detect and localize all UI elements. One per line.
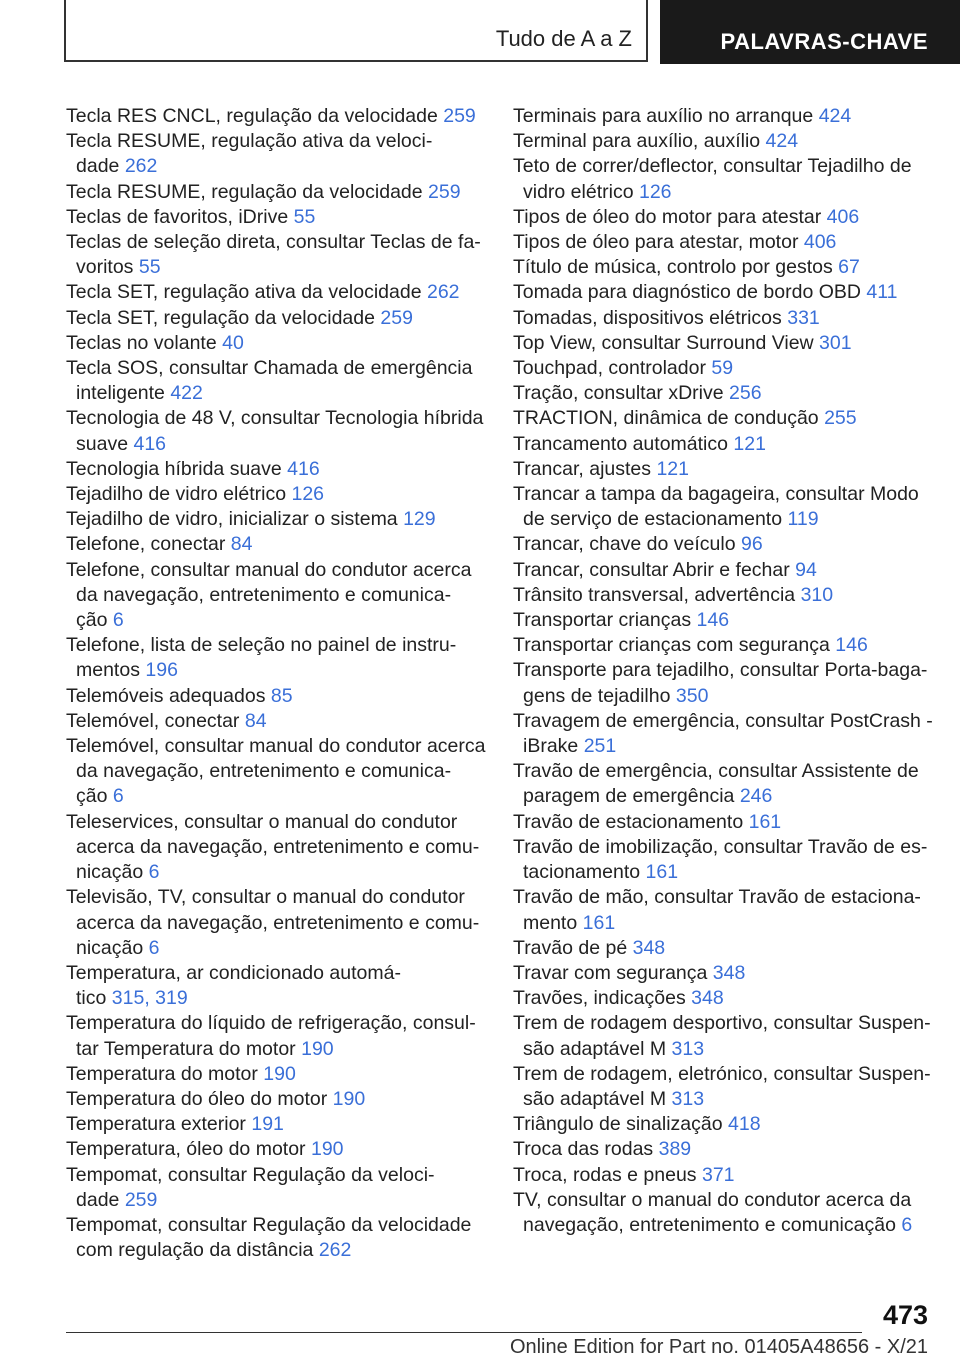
index-entry-text: tar Temperatura do motor 190 <box>76 1037 334 1060</box>
index-entry <box>66 1137 486 1162</box>
index-entry-text: acerca da navegação, entretenimento e comu- <box>76 911 480 934</box>
page-reference-link[interactable]: 55 <box>293 205 316 228</box>
page-reference-link[interactable]: 418 <box>728 1113 761 1136</box>
page-reference-link[interactable]: 161 <box>645 861 679 884</box>
footer-divider <box>66 1332 862 1333</box>
index-entry-text: Travagem de emergência, consultar PostCrash - <box>513 709 933 732</box>
index-entry <box>513 331 938 356</box>
page-reference-link[interactable]: 94 <box>795 558 817 581</box>
index-entry-text: dade 259 <box>76 1188 158 1211</box>
index-entry-text: Tecla RESUME, regulação ativa da veloci- <box>66 130 433 153</box>
index-entry-text: Telefone, conectar 84 <box>66 533 253 556</box>
page-reference-link[interactable]: 262 <box>318 1239 352 1262</box>
index-entry-text: Trem de rodagem, eletrónico, consultar Suspen- <box>513 1062 931 1085</box>
index-entry <box>513 936 938 961</box>
index-entry <box>66 331 486 356</box>
index-entry <box>66 1087 486 1112</box>
index-entry <box>66 1163 486 1213</box>
page-reference-link[interactable]: 310 <box>800 583 834 606</box>
page-reference-link[interactable]: 259 <box>443 105 476 127</box>
index-entry <box>513 356 938 381</box>
page-reference-link[interactable]: 67 <box>838 256 860 279</box>
index-entry-text: Tejadilho de vidro elétrico 126 <box>66 483 325 506</box>
page-reference-link[interactable]: 84 <box>244 709 267 732</box>
index-entry-text: inteligente 422 <box>76 382 203 405</box>
index-entry-text: Trancar, ajustes 121 <box>513 457 689 480</box>
index-entry <box>66 482 486 507</box>
index-entry-text: suave 416 <box>76 432 167 455</box>
index-column-right <box>513 104 938 1238</box>
page-reference-link[interactable]: 129 <box>403 508 436 531</box>
section-title: Tudo de A a Z <box>495 26 632 51</box>
index-entry-text: Telemóvel, conectar 84 <box>66 709 267 732</box>
index-entry-text: de serviço de estacionamento 119 <box>523 508 819 531</box>
index-entry <box>513 1163 938 1188</box>
index-entry-text: Transportar crianças 146 <box>513 609 730 632</box>
index-entry-text: Trancamento automático 121 <box>513 432 766 455</box>
page-reference-link[interactable]: 246 <box>739 785 773 808</box>
index-entry-text: Tração, consultar xDrive 256 <box>513 382 762 405</box>
page-reference-link[interactable]: 251 <box>583 735 617 758</box>
page-reference-link[interactable]: 6 <box>901 1213 913 1236</box>
page-reference-link[interactable]: 121 <box>733 432 766 455</box>
index-entry-text: Telemóveis adequados 85 <box>66 684 293 707</box>
page-reference-link[interactable]: 262 <box>426 281 460 304</box>
page-reference-link[interactable]: 6 <box>112 609 124 632</box>
index-entry-text: Terminais para auxílio no arranque 424 <box>513 105 852 127</box>
page-reference-link[interactable]: 259 <box>428 180 461 203</box>
index-entry-text: Troca, rodas e pneus 371 <box>513 1163 735 1186</box>
index-entry-text: acerca da navegação, entretenimento e comu- <box>76 835 480 858</box>
index-entry <box>513 129 938 154</box>
index-entry-text: Telefone, consultar manual do condutor acerca <box>66 558 472 581</box>
page-reference-link[interactable]: 262 <box>124 155 158 178</box>
index-entry-text: Trancar, chave do veículo 96 <box>513 533 763 556</box>
index-entry-text: Travão de mão, consultar Travão de estaciona- <box>513 886 921 909</box>
page-reference-link[interactable]: 40 <box>222 331 244 354</box>
index-entry <box>66 633 486 683</box>
index-entry <box>513 280 938 305</box>
index-entry <box>513 205 938 230</box>
page-reference-link[interactable]: 190 <box>332 1087 366 1110</box>
index-entry <box>513 835 938 885</box>
index-entry-text: Telefone, lista de seleção no painel de instru- <box>66 634 457 657</box>
index-entry <box>513 1011 938 1061</box>
page-reference-link[interactable]: 190 <box>301 1037 334 1060</box>
index-entry-text: mento 161 <box>523 911 616 934</box>
index-entry-text: Temperatura do líquido de refrigeração, consul- <box>66 1012 476 1035</box>
index-entry-text: Tomada para diagnóstico de bordo OBD 411 <box>513 281 898 304</box>
page-reference-link[interactable]: 256 <box>729 382 762 405</box>
index-entry-text: dade 262 <box>76 155 158 178</box>
page-reference-link[interactable]: 126 <box>638 180 672 203</box>
index-entry <box>513 381 938 406</box>
index-entry <box>66 885 486 961</box>
index-entry <box>66 961 486 1011</box>
index-entry-text: Temperatura, óleo do motor 190 <box>66 1138 344 1161</box>
index-entry-text: TV, consultar o manual do condutor acerca da <box>513 1188 912 1211</box>
index-entry-text: tico 315, 319 <box>76 987 188 1010</box>
index-entry-text: Tecla SET, regulação da velocidade 259 <box>66 306 413 329</box>
index-entry-text: da navegação, entretenimento e comunica- <box>76 583 452 606</box>
index-entry-text: Trem de rodagem desportivo, consultar Suspen- <box>513 1012 931 1035</box>
index-entry-text: Tipos de óleo para atestar, motor 406 <box>513 231 837 254</box>
index-entry-text: vidro elétrico 126 <box>523 180 672 203</box>
index-entry-text: Travão de emergência, consultar Assistente de <box>513 760 919 783</box>
page-reference-link[interactable]: 190 <box>310 1138 344 1161</box>
page-reference-link[interactable]: 389 <box>658 1138 692 1161</box>
index-entry <box>513 432 938 457</box>
index-entry-text: Televisão, TV, consultar o manual do condutor <box>66 886 465 909</box>
page-reference-link[interactable]: 121 <box>656 457 689 480</box>
index-entry <box>66 507 486 532</box>
index-entry-text: navegação, entretenimento e comunicação 6 <box>523 1213 913 1236</box>
index-entry-text: Trancar a tampa da bagageira, consultar Modo <box>513 483 919 506</box>
index-entry <box>513 1062 938 1112</box>
index-entry <box>513 1112 938 1137</box>
index-entry <box>513 558 938 583</box>
page-reference-link[interactable]: 6 <box>148 936 160 959</box>
index-entry <box>513 1137 938 1162</box>
index-entry <box>513 961 938 986</box>
index-entry <box>66 810 486 886</box>
index-entry-text: ção 6 <box>76 785 124 808</box>
section-header <box>64 0 648 62</box>
index-entry-text: Teto de correr/deflector, consultar Tejadilho de <box>513 155 912 178</box>
index-entry-text: TRACTION, dinâmica de condução 255 <box>513 407 857 430</box>
page-reference-link[interactable]: 313 <box>671 1087 705 1110</box>
index-entry-text: Tecla SET, regulação ativa da velocidade 262 <box>66 281 460 304</box>
page-reference-link[interactable]: 196 <box>145 659 178 682</box>
index-entry-text: Telemóvel, consultar manual do condutor acerca <box>66 735 486 758</box>
index-entry-text: Travão de imobilização, consultar Travão de es- <box>513 835 928 858</box>
page-reference-link[interactable]: 416 <box>287 457 320 480</box>
index-entry-text: Transporte para tejadilho, consultar Porta-baga- <box>513 659 928 682</box>
index-entry <box>66 1062 486 1087</box>
page-reference-link[interactable]: 259 <box>124 1188 158 1211</box>
index-entry <box>513 583 938 608</box>
index-entry-text: Temperatura exterior 191 <box>66 1113 284 1136</box>
page-reference-link[interactable]: 161 <box>582 911 616 934</box>
page-reference-link[interactable]: 422 <box>170 382 203 405</box>
page-reference-link[interactable]: 146 <box>835 634 868 657</box>
index-entry-text: mentos 196 <box>76 659 178 682</box>
page-reference-link[interactable]: 146 <box>696 609 730 632</box>
page-reference-link[interactable]: 301 <box>819 331 852 354</box>
index-entry-text: Tecnologia híbrida suave 416 <box>66 457 320 480</box>
index-entry-text: da navegação, entretenimento e comunica- <box>76 760 452 783</box>
index-entry <box>66 1112 486 1137</box>
index-entry <box>513 406 938 431</box>
index-entry <box>66 558 486 634</box>
index-column-left <box>66 104 486 1263</box>
index-entry-text: Travão de pé 348 <box>513 936 666 959</box>
index-entry-text: Trancar, consultar Abrir e fechar 94 <box>513 558 817 581</box>
index-entry-text: Tipos de óleo do motor para atestar 406 <box>513 205 860 228</box>
index-entry-text: voritos 55 <box>76 256 161 279</box>
index-entry-text: Tecnologia de 48 V, consultar Tecnologia híbrida <box>66 407 484 430</box>
index-entry <box>66 306 486 331</box>
index-entry <box>513 608 938 633</box>
index-entry <box>66 230 486 280</box>
index-entry-text: Triângulo de sinalização 418 <box>513 1113 761 1136</box>
index-entry <box>66 406 486 456</box>
index-entry <box>513 532 938 557</box>
page-reference-link[interactable]: 313 <box>671 1037 705 1060</box>
index-entry-text: são adaptável M 313 <box>523 1037 705 1060</box>
page-reference-link[interactable]: 350 <box>675 684 709 707</box>
page-reference-link[interactable]: 6 <box>148 861 160 884</box>
page-reference-link[interactable]: 371 <box>701 1163 735 1186</box>
page-reference-link[interactable]: 59 <box>711 357 734 380</box>
index-entry-text: Transportar crianças com segurança 146 <box>513 634 868 657</box>
page-reference-link[interactable]: 424 <box>818 105 852 127</box>
index-entry <box>66 356 486 406</box>
index-entry-text: Tempomat, consultar Regulação da velocidade <box>66 1213 472 1236</box>
index-entry <box>513 230 938 255</box>
footer-edition: Online Edition for Part no. 01405A48656 - X/21 <box>509 1336 928 1358</box>
index-entry-text: Título de música, controlo por gestos 67 <box>513 256 860 279</box>
index-entry-text: Teclas de seleção direta, consultar Teclas de fa- <box>66 231 481 254</box>
index-entry-text: iBrake 251 <box>523 735 617 758</box>
index-entry <box>66 532 486 557</box>
index-entry <box>66 1011 486 1061</box>
page-reference-link[interactable]: 411 <box>866 281 898 304</box>
index-entry-text: são adaptável M 313 <box>523 1087 705 1110</box>
page-reference-link[interactable]: 406 <box>803 231 837 254</box>
section-tab[interactable] <box>660 0 960 64</box>
index-entry-text: Temperatura, ar condicionado automá- <box>66 961 401 984</box>
index-entry-text: Temperatura do óleo do motor 190 <box>66 1087 366 1110</box>
index-entry <box>513 104 938 129</box>
index-entry-text: nicação 6 <box>76 861 160 884</box>
page-reference-link[interactable]: 416 <box>133 432 167 455</box>
page-reference-link[interactable]: 348 <box>632 936 666 959</box>
page-reference-link[interactable]: 96 <box>741 533 763 556</box>
page-reference-link[interactable]: 85 <box>270 684 293 707</box>
index-entry <box>513 457 938 482</box>
index-entry <box>513 759 938 809</box>
index-entry <box>513 154 938 204</box>
index-entry-text: Travões, indicações 348 <box>513 987 724 1010</box>
index-entry <box>513 306 938 331</box>
index-entry <box>513 885 938 935</box>
page-reference-link[interactable]: 255 <box>824 407 857 430</box>
index-entry <box>513 633 938 658</box>
index-entry <box>66 684 486 709</box>
page-reference-link[interactable]: 424 <box>765 130 799 153</box>
index-entry-text: Teleservices, consultar o manual do condutor <box>66 810 458 833</box>
index-entry-text: Teclas de favoritos, iDrive 55 <box>66 205 316 228</box>
index-entry-text: paragem de emergência 246 <box>523 785 773 808</box>
index-entry-text: Tecla RESUME, regulação da velocidade 259 <box>66 180 461 203</box>
index-entry <box>66 205 486 230</box>
page-reference-link[interactable]: 190 <box>263 1062 296 1085</box>
page-number: 473 <box>882 1300 928 1330</box>
index-entry-text: Troca das rodas 389 <box>513 1138 692 1161</box>
index-entry <box>66 129 486 179</box>
index-entry <box>513 709 938 759</box>
page-reference-link[interactable]: 126 <box>291 483 325 506</box>
index-entry <box>513 810 938 835</box>
index-entry-text: Tecla SOS, consultar Chamada de emergência <box>66 357 473 380</box>
page-reference-link[interactable]: 84 <box>230 533 253 556</box>
page-reference-link[interactable]: 348 <box>691 987 724 1010</box>
index-entry-text: Terminal para auxílio, auxílio 424 <box>513 130 799 153</box>
index-entry-text: ção 6 <box>76 609 124 632</box>
page-reference-link[interactable]: 259 <box>380 306 413 329</box>
index-entry <box>66 280 486 305</box>
page-reference-link[interactable]: 348 <box>712 961 746 984</box>
index-entry <box>513 1188 938 1238</box>
index-entry-text: Teclas no volante 40 <box>66 331 244 354</box>
page-reference-link[interactable]: 191 <box>251 1113 284 1136</box>
index-entry-text: Touchpad, controlador 59 <box>513 357 734 380</box>
index-entry-text: Temperatura do motor 190 <box>66 1062 296 1085</box>
index-entry-text: Tomadas, dispositivos elétricos 331 <box>513 306 820 329</box>
index-entry <box>66 734 486 810</box>
index-entry-text: Trânsito transversal, advertência 310 <box>513 583 834 606</box>
index-entry-text: Tecla RES CNCL, regulação da velocidade 259 <box>66 105 476 127</box>
index-entry-text: Tempomat, consultar Regulação da veloci- <box>66 1163 435 1186</box>
page-reference-link[interactable]: 119 <box>787 508 819 531</box>
index-entry-text: Travão de estacionamento 161 <box>513 810 782 833</box>
index-entry <box>513 658 938 708</box>
page-reference-link[interactable]: 161 <box>748 810 782 833</box>
page-reference-link[interactable]: 55 <box>138 256 161 279</box>
index-entry-text: Tejadilho de vidro, inicializar o sistema 129 <box>66 508 436 531</box>
index-entry-text: com regulação da distância 262 <box>76 1239 352 1262</box>
page-reference-link[interactable]: 315, 319 <box>111 987 188 1010</box>
index-entry <box>66 104 486 129</box>
index-entry <box>513 986 938 1011</box>
index-entry <box>66 1213 486 1263</box>
index-entry-text: tacionamento 161 <box>523 861 679 884</box>
index-entry <box>66 457 486 482</box>
index-entry-text: Travar com segurança 348 <box>513 961 746 984</box>
index-entry <box>66 180 486 205</box>
index-entry-text: Top View, consultar Surround View 301 <box>513 331 852 354</box>
page-reference-link[interactable]: 331 <box>787 306 820 329</box>
index-entry <box>513 482 938 532</box>
page-reference-link[interactable]: 406 <box>826 205 860 228</box>
page-reference-link[interactable]: 6 <box>112 785 124 808</box>
index-entry <box>66 709 486 734</box>
index-entry-text: gens de tejadilho 350 <box>523 684 709 707</box>
section-tab-label: PALAVRAS-CHAVE <box>720 29 928 54</box>
index-entry <box>513 255 938 280</box>
index-entry-text: nicação 6 <box>76 936 160 959</box>
